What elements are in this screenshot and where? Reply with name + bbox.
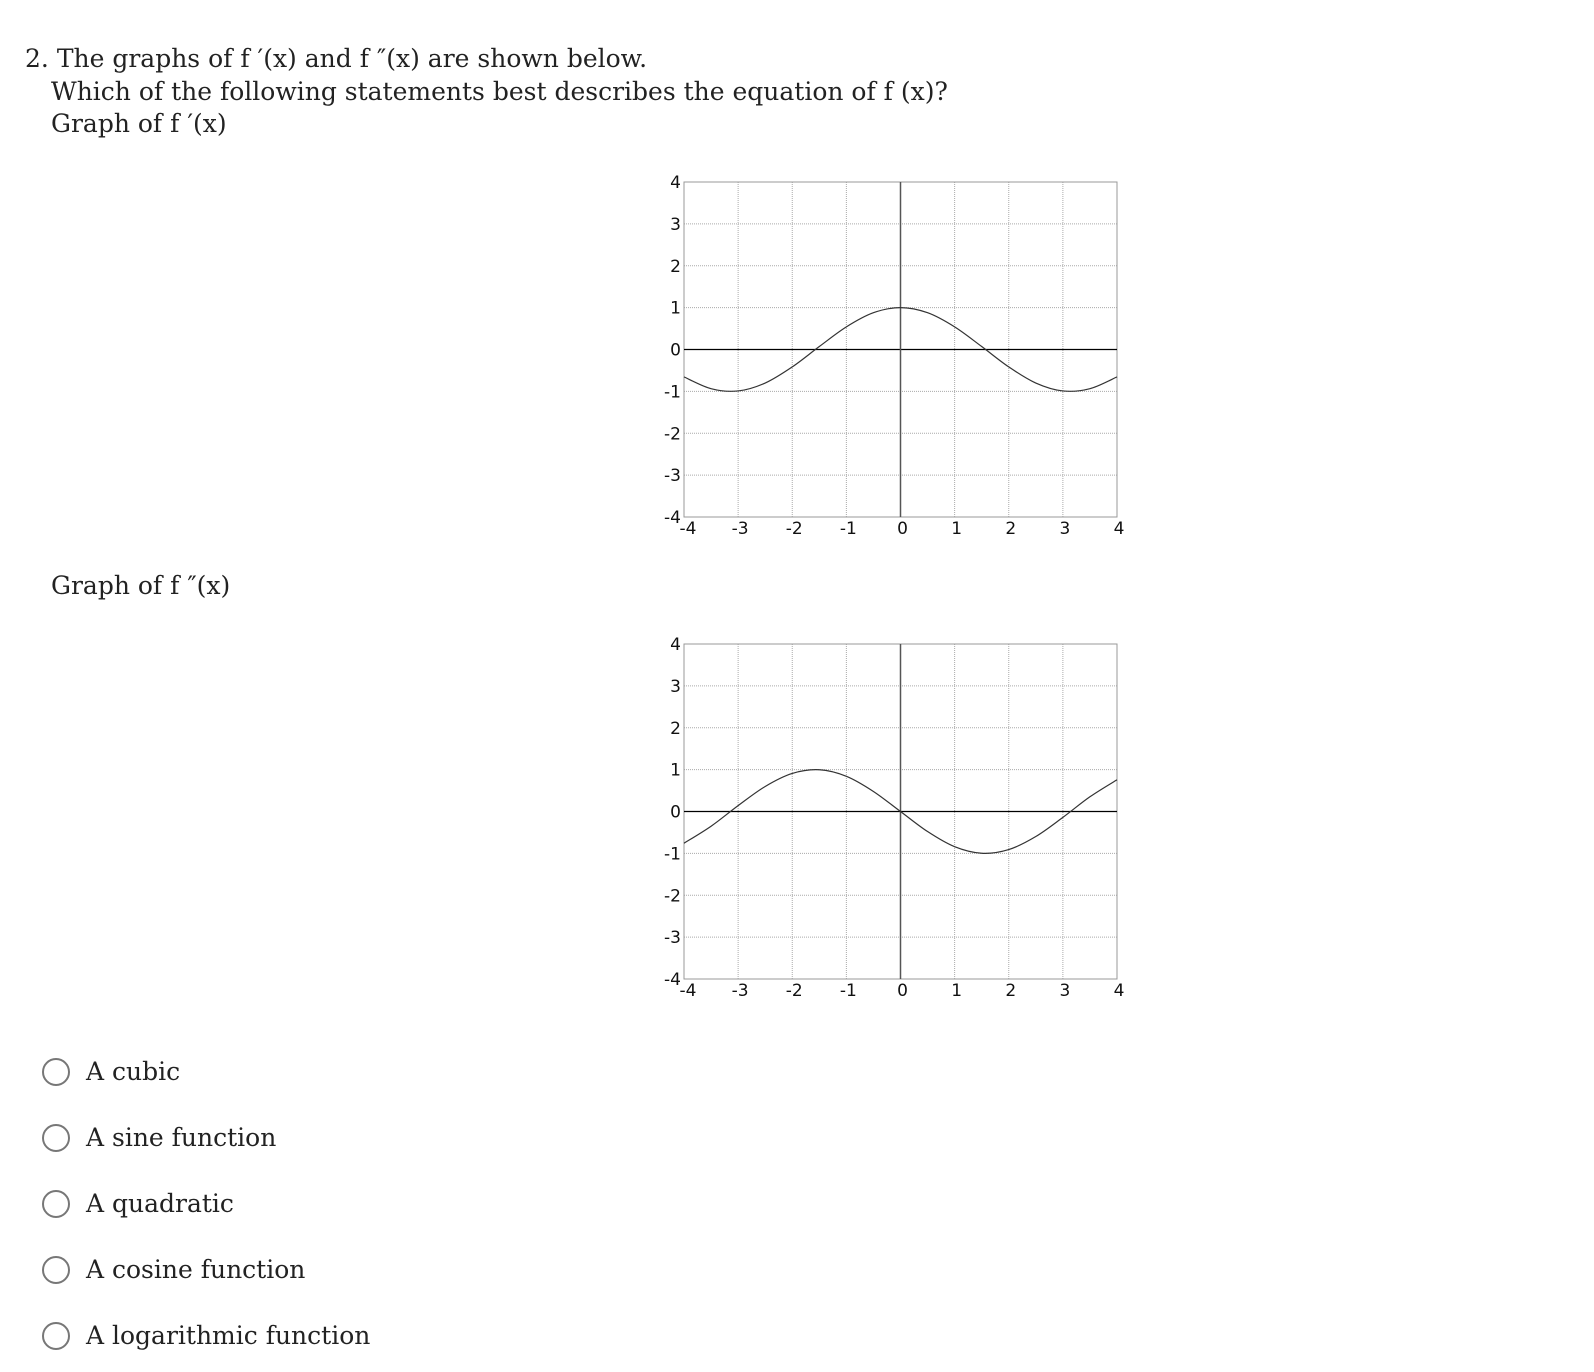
x-tick-label: 2 <box>1005 519 1017 539</box>
x-tick-label: -4 <box>679 519 697 539</box>
radio-button[interactable] <box>42 1124 70 1152</box>
x-tick-label: 3 <box>1059 519 1071 539</box>
x-tick-label: 4 <box>1113 519 1125 539</box>
radio-button[interactable] <box>42 1256 70 1284</box>
radio-button[interactable] <box>42 1190 70 1218</box>
x-tick-label: 3 <box>1059 981 1071 1001</box>
option-quadratic[interactable]: A quadratic <box>42 1189 234 1218</box>
x-tick-label: -2 <box>785 519 803 539</box>
x-tick-label: -3 <box>731 519 749 539</box>
radio-button[interactable] <box>42 1322 70 1350</box>
x-tick-label: 4 <box>1113 981 1125 1001</box>
radio-button[interactable] <box>42 1058 70 1086</box>
x-tick-label: 2 <box>1005 981 1017 1001</box>
chart-f-prime <box>640 160 1125 540</box>
x-tick-label: 1 <box>951 519 963 539</box>
y-tick-label: -4 <box>664 970 681 990</box>
x-tick-label: -4 <box>679 981 697 1001</box>
x-tick-label: 1 <box>951 981 963 1001</box>
y-tick-label: -3 <box>664 928 681 949</box>
y-tick-label: 1 <box>670 298 681 319</box>
x-tick-label: -1 <box>839 519 857 539</box>
y-tick-label: 0 <box>670 802 681 823</box>
y-tick-label: -1 <box>664 382 681 403</box>
y-tick-label: 1 <box>670 760 681 781</box>
x-tick-label: -3 <box>731 981 749 1001</box>
x-tick-label: -2 <box>785 981 803 1001</box>
x-tick-label: -1 <box>839 981 857 1001</box>
question-intro: The graphs of f ′(x) and f ″(x) are shown below. <box>56 44 648 73</box>
x-tick-label: 0 <box>897 981 908 1001</box>
y-tick-label: -1 <box>664 844 681 865</box>
y-tick-label: 2 <box>670 256 681 277</box>
option-cosine[interactable]: A cosine function <box>42 1255 305 1284</box>
y-tick-label: 0 <box>670 340 681 361</box>
y-tick-label: 4 <box>670 173 681 193</box>
y-tick-label: -4 <box>664 508 681 528</box>
question-line-1 <box>25 44 647 73</box>
y-tick-label: 3 <box>670 214 681 235</box>
option-logarithmic[interactable]: A logarithmic function <box>42 1321 370 1350</box>
y-tick-label: -3 <box>664 466 681 487</box>
question-number: 2. <box>25 44 49 73</box>
y-tick-label: 3 <box>670 676 681 697</box>
option-sine[interactable]: A sine function <box>42 1123 276 1152</box>
y-tick-label: -2 <box>664 886 681 907</box>
y-tick-label: 2 <box>670 718 681 739</box>
question-line-2: Which of the following statements best describes the equation of f (x)? <box>51 77 948 106</box>
graph1-label: Graph of f ′(x) <box>51 109 227 138</box>
chart-f-double-prime <box>640 622 1125 1002</box>
y-tick-label: 4 <box>670 635 681 655</box>
y-tick-label: -2 <box>664 424 681 445</box>
graph2-label: Graph of f ″(x) <box>51 571 231 600</box>
x-tick-label: 0 <box>897 519 908 539</box>
option-cubic[interactable]: A cubic <box>42 1057 180 1086</box>
